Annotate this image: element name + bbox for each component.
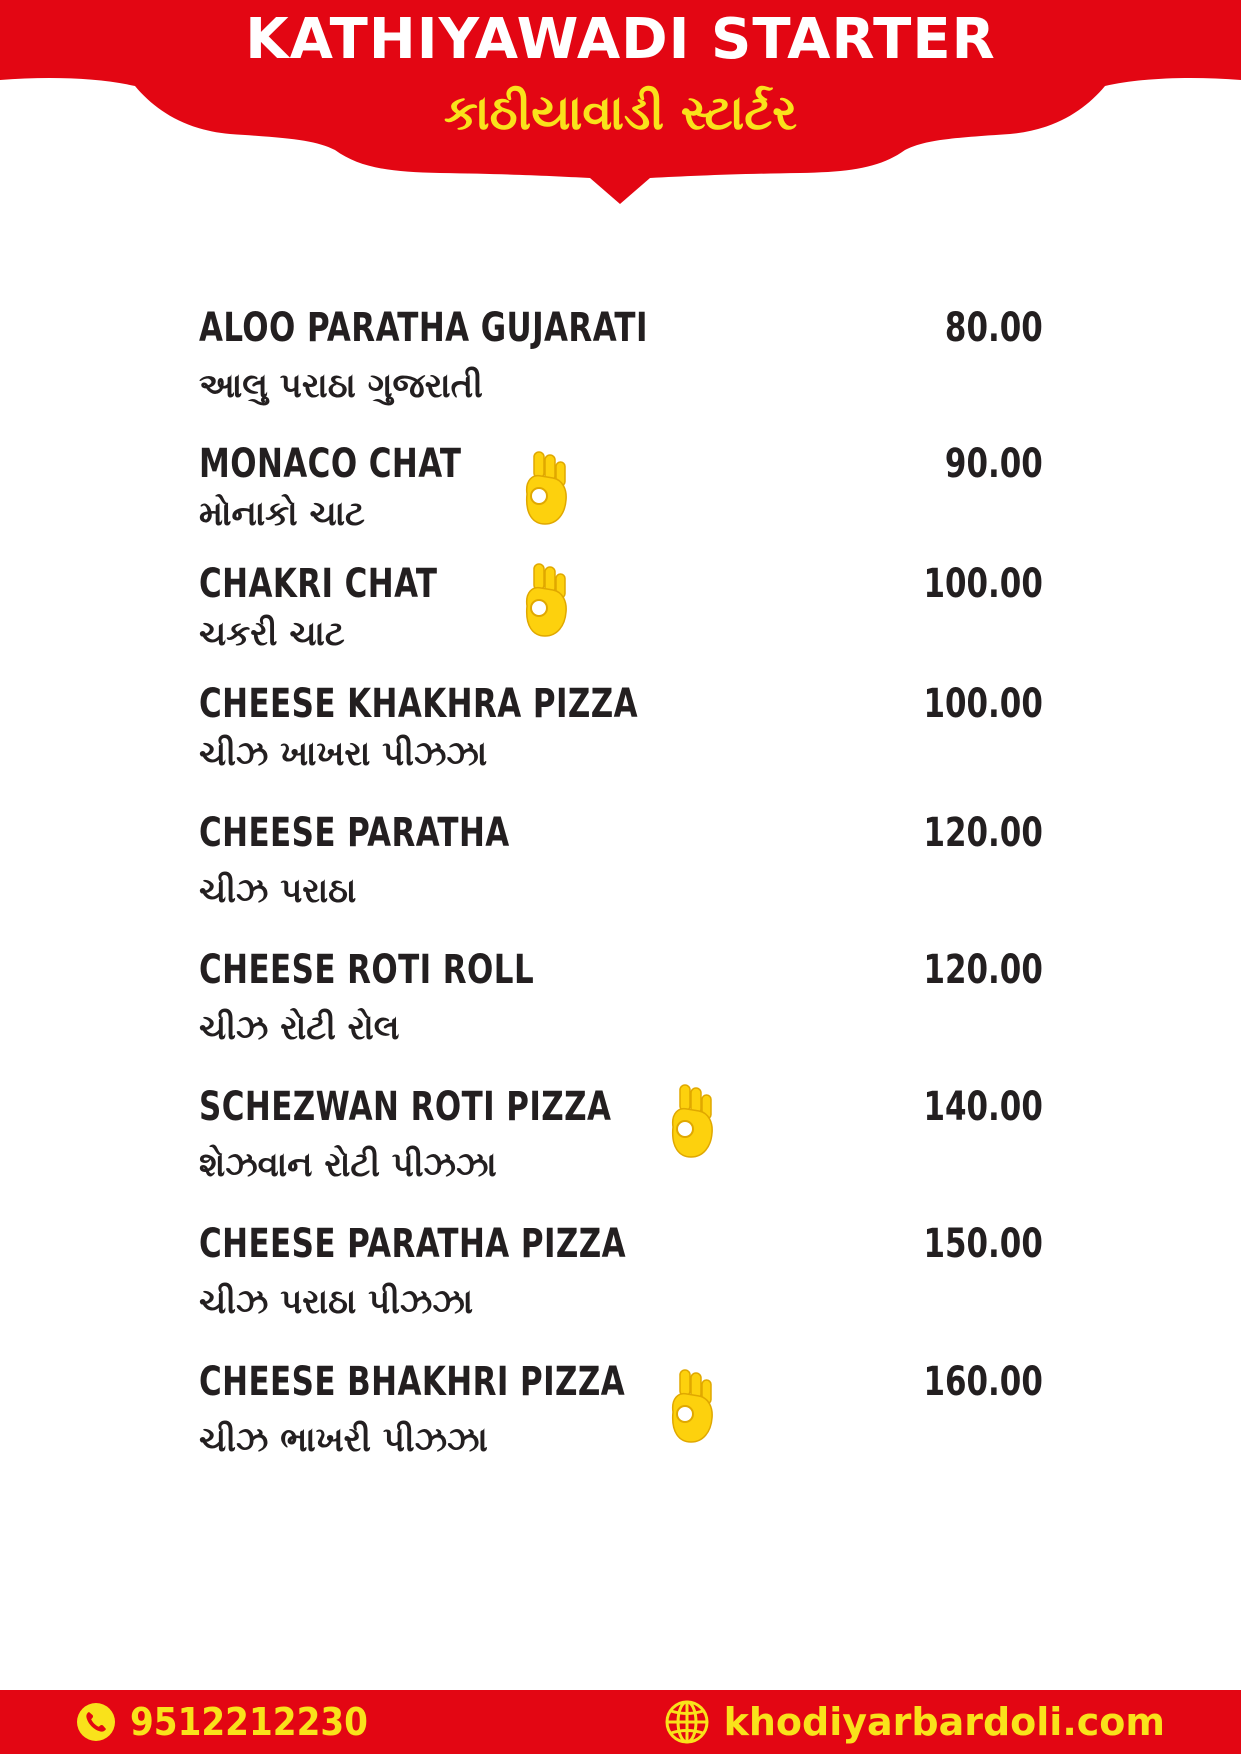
menu-item-cheese-khakhra-pizza (199, 680, 1045, 790)
website-url: khodiyarbardoli.com (723, 1700, 1165, 1744)
item-name-gu: ચીઝ ભાખરી પીઝઝા (199, 1420, 488, 1460)
item-price: 90.00 (945, 441, 1043, 487)
item-name-gu: ચીઝ રોટી રોલ (199, 1008, 400, 1048)
globe-icon (664, 1699, 710, 1745)
item-price: 100.00 (923, 561, 1043, 607)
item-price: 150.00 (923, 1221, 1043, 1267)
footer-website[interactable] (664, 1690, 1165, 1754)
phone-number: 9512212230 (130, 1700, 368, 1744)
item-name-en: CHAKRI CHAT (199, 561, 438, 607)
item-price: 100.00 (923, 681, 1043, 727)
item-name-gu: ચીઝ પરાઠા (199, 871, 357, 911)
menu-item-monaco-chat (199, 440, 1045, 550)
item-name-gu: ચીઝ ખાખરા પીઝઝા (199, 734, 488, 774)
menu-item-cheese-paratha-pizza (199, 1220, 1045, 1330)
item-name-gu: મોનાકો ચાટ (199, 494, 365, 534)
footer-phone[interactable] (76, 1690, 394, 1754)
ok-hand-icon (517, 450, 573, 526)
item-price: 120.00 (923, 810, 1043, 856)
menu-item-schezwan-roti-pizza (199, 1083, 1045, 1193)
item-name-gu: ચીઝ પરાઠા પીઝઝા (199, 1282, 474, 1322)
item-price: 80.00 (945, 305, 1043, 351)
page-title-gujarati: કાઠીયાવાડી સ્ટાર્ટર (443, 85, 798, 141)
menu-item-chakri-chat (199, 560, 1045, 670)
item-name-en: ALOO PARATHA GUJARATI (199, 305, 648, 351)
item-price: 120.00 (923, 947, 1043, 993)
item-name-en: SCHEZWAN ROTI PIZZA (199, 1084, 612, 1130)
item-name-gu: ચકરી ચાટ (199, 614, 345, 654)
phone-icon (76, 1702, 116, 1742)
menu-item-aloo-paratha-gujarati (199, 304, 1045, 414)
item-name-en: MONACO CHAT (199, 441, 462, 487)
item-price: 140.00 (923, 1084, 1043, 1130)
ok-hand-icon (663, 1368, 719, 1444)
item-name-en: CHEESE PARATHA PIZZA (199, 1221, 627, 1267)
item-name-en: CHEESE PARATHA (199, 810, 510, 856)
menu-item-cheese-bhakhri-pizza (199, 1358, 1045, 1468)
ok-hand-icon (663, 1083, 719, 1159)
item-price: 160.00 (923, 1359, 1043, 1405)
item-name-en: CHEESE KHAKHRA PIZZA (199, 681, 639, 727)
item-name-gu: આલુ પરાઠા ગુજરાતી (199, 366, 483, 406)
ok-hand-icon (517, 562, 573, 638)
page-title: KATHIYAWADI STARTER (245, 7, 996, 72)
menu-item-cheese-paratha (199, 809, 1045, 919)
footer-bar (0, 1690, 1241, 1754)
item-name-gu: શેઝવાન રોટી પીઝઝા (199, 1145, 497, 1185)
item-name-en: CHEESE ROTI ROLL (199, 947, 535, 993)
item-name-en: CHEESE BHAKHRI PIZZA (199, 1359, 626, 1405)
menu-item-cheese-roti-roll (199, 946, 1045, 1056)
